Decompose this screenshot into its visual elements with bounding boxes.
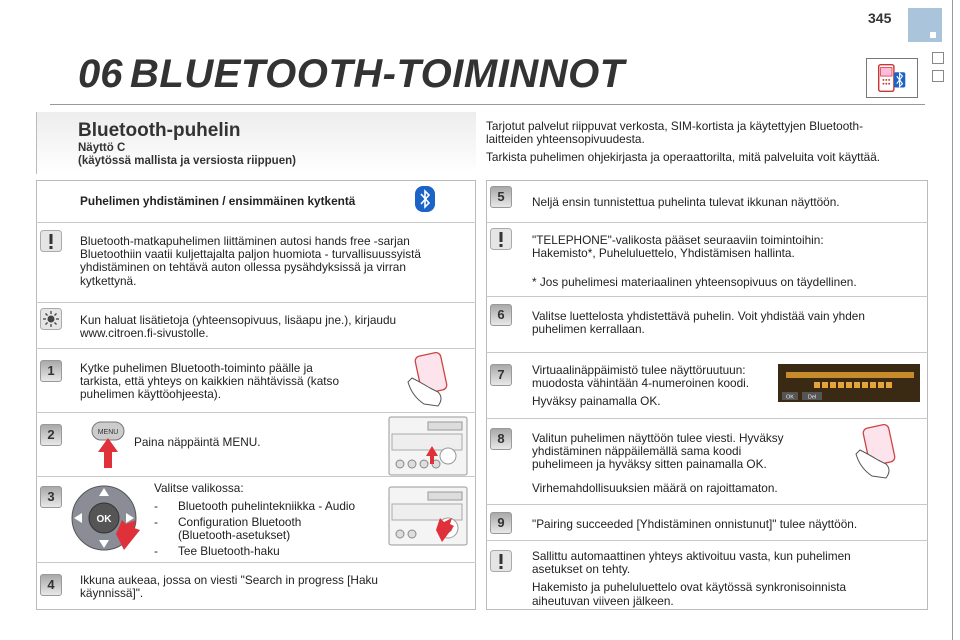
text-line: Valitun puhelimen näyttöön tulee viesti. Hyväksy bbox=[532, 431, 784, 445]
row-divider bbox=[36, 222, 476, 223]
step1-text bbox=[80, 362, 339, 402]
text-line: Kun haluat lisätietoja (yhteensopivuus, lisäapu jne.), kirjaudu bbox=[80, 313, 397, 327]
radio-unit-illustration bbox=[388, 416, 468, 476]
list-dash: - bbox=[154, 499, 158, 513]
step-badge: 7 bbox=[490, 364, 512, 386]
step-badge: 1 bbox=[40, 360, 62, 382]
virtual-keypad-screen bbox=[778, 364, 920, 402]
text-line: Bluetoothiin vaatii kuljettajalta paljon huomiota - turvallisuussyistä bbox=[80, 247, 421, 262]
tip-sun-icon bbox=[40, 308, 62, 330]
text-line: Virhemahdollisuuksien määrä on rajoittamaton. bbox=[532, 480, 778, 495]
list-dash: - bbox=[154, 544, 158, 558]
row-divider bbox=[486, 352, 928, 353]
text-line: käynnissä]". bbox=[80, 586, 144, 601]
text-line: www.citroen.fi-sivustolle. bbox=[80, 326, 209, 341]
row-divider bbox=[36, 562, 476, 563]
step6-text bbox=[532, 310, 865, 336]
text-line: aiheutuvan viiveen jälkeen. bbox=[532, 593, 674, 608]
chapter-title: BLUETOOTH-TOIMINNOT bbox=[130, 52, 625, 96]
step4-text bbox=[80, 574, 378, 600]
chapter-number: 06 bbox=[78, 52, 123, 96]
side-box bbox=[932, 70, 944, 82]
step-badge: 5 bbox=[490, 186, 512, 208]
page-number: 345 bbox=[868, 10, 892, 26]
text-line: Sallittu automaattinen yhteys aktivoituu vasta, kun puhelimen bbox=[532, 549, 851, 563]
intro-line: laitteiden yhteensopivuudesta. bbox=[486, 132, 645, 147]
text-line: Hakemisto*, Puheluluettelo, Yhdistämisen hallinta. bbox=[532, 246, 795, 261]
text-line: "TELEPHONE"-valikosta pääset seuraaviin toimintoihin: bbox=[532, 233, 824, 247]
row-divider bbox=[36, 302, 476, 303]
pairing-heading: Puhelimen yhdistäminen / ensimmäinen kytkentä bbox=[80, 194, 356, 208]
section-title: Bluetooth-puhelin bbox=[78, 120, 241, 141]
radio-unit-illustration bbox=[388, 486, 468, 546]
ok-key-label: OK bbox=[96, 514, 112, 525]
text-line: asetukset on tehty. bbox=[532, 562, 631, 577]
subtitle-line: (käytössä mallista ja versiosta riippuen) bbox=[78, 155, 296, 167]
list-dash: - bbox=[154, 515, 158, 529]
step5-text: Neljä ensin tunnistettua puhelinta tulevat ikkunan näyttöön. bbox=[532, 195, 840, 209]
menu-option-text: (Bluetooth-asetukset) bbox=[178, 528, 291, 542]
step-badge: 4 bbox=[40, 574, 62, 596]
side-box bbox=[932, 52, 944, 64]
warning-icon bbox=[490, 228, 512, 250]
text-line: Ikkuna aukeaa, jossa on viesti "Search in progress [Haku bbox=[80, 573, 378, 587]
hand-phone-illustration bbox=[846, 424, 908, 480]
corner-tab bbox=[908, 8, 942, 42]
keypad-ok-label: OK bbox=[786, 394, 794, 401]
step-badge: 3 bbox=[40, 486, 62, 508]
bluetooth-icon bbox=[415, 186, 435, 212]
warning-icon bbox=[40, 230, 62, 252]
compatibility-note: * Jos puhelimesi materiaalinen yhteensopivuus on täydellinen. bbox=[532, 275, 857, 289]
corner-mark bbox=[930, 32, 936, 38]
text-line: puhelimen käyttöohjeesta). bbox=[80, 387, 221, 402]
subtitle-line: Näyttö C bbox=[78, 142, 126, 154]
step2-text: Paina näppäintä MENU. bbox=[134, 435, 261, 449]
text-line: yhdistäminen näppäilemällä sama koodi bbox=[532, 444, 742, 459]
row-divider bbox=[486, 418, 928, 419]
text-line: yhdistäminen on tehtävä auton ollessa pysähdyksissä ja virran bbox=[80, 260, 406, 275]
hand-phone-illustration bbox=[398, 352, 460, 408]
auto-connection-text bbox=[532, 550, 851, 608]
menu-option-text: Configuration Bluetooth bbox=[178, 515, 302, 529]
text-line: Virtuaalinäppäimistö tulee näyttöruutuun: bbox=[532, 363, 746, 377]
warning-text bbox=[80, 235, 421, 288]
page-edge-line bbox=[952, 0, 953, 640]
phone-bluetooth-icon bbox=[866, 58, 918, 98]
step8-text bbox=[532, 432, 784, 495]
text-line: puhelimeen ja hyväksy sitten painamalla OK. bbox=[532, 457, 767, 472]
row-divider bbox=[486, 540, 928, 541]
text-line: Hakemisto ja puheluluettelo ovat käytössä synkronisoinnista bbox=[532, 580, 847, 595]
row-divider bbox=[36, 476, 476, 477]
section-subtitle bbox=[78, 142, 296, 168]
menu-key-illustration bbox=[90, 420, 130, 470]
intro-line: Tarkista puhelimen ohjekirjasta ja operaattorilta, mitä palveluita voit käyttää. bbox=[486, 150, 881, 165]
telephone-menu-text bbox=[532, 234, 824, 260]
row-divider bbox=[36, 348, 476, 349]
menu-option-text: Tee Bluetooth-haku bbox=[178, 544, 280, 558]
step-badge: 9 bbox=[490, 512, 512, 534]
title-rule bbox=[50, 104, 925, 105]
step9-text: "Pairing succeeded [Yhdistäminen onnistunut]" tulee näyttöön. bbox=[532, 517, 858, 531]
text-line: Kytke puhelimen Bluetooth-toiminto päälle ja bbox=[80, 361, 313, 375]
text-line: tarkista, että yhteys on kaikkien nähtävissä (katso bbox=[80, 374, 340, 389]
text-line: Bluetooth-matkapuhelimen liittäminen autosi hands free -sarjan bbox=[80, 234, 410, 248]
intro-text bbox=[486, 120, 926, 165]
text-line: Hyväksy painamalla OK. bbox=[532, 394, 661, 409]
text-line: Valitse luettelosta yhdistettävä puhelin. Voit yhdistää vain yhden bbox=[532, 309, 865, 323]
intro-line: Tarjotut palvelut riippuvat verkosta, SIM-kortista ja käytettyjen Bluetooth- bbox=[486, 119, 864, 133]
warning-icon bbox=[490, 550, 512, 572]
tip-text bbox=[80, 314, 396, 340]
row-divider bbox=[486, 222, 928, 223]
menu-option-text: Bluetooth puhelintekniikka - Audio bbox=[178, 499, 356, 513]
row-divider bbox=[36, 412, 476, 413]
step-badge: 6 bbox=[490, 304, 512, 326]
ok-dial-illustration bbox=[68, 480, 144, 556]
menu-key-label: MENU bbox=[97, 429, 119, 436]
step-badge: 2 bbox=[40, 424, 62, 446]
text-line: puhelimen kerrallaan. bbox=[532, 322, 645, 337]
row-divider bbox=[486, 296, 928, 297]
step3-intro: Valitse valikossa: bbox=[154, 481, 244, 495]
text-line: kytkettynä. bbox=[80, 273, 137, 288]
row-divider bbox=[486, 504, 928, 505]
step-badge: 8 bbox=[490, 428, 512, 450]
text-line: muodosta vähintään 4-numeroinen koodi. bbox=[532, 376, 750, 391]
keypad-del-label: Del bbox=[807, 394, 817, 401]
step7-text bbox=[532, 364, 749, 409]
